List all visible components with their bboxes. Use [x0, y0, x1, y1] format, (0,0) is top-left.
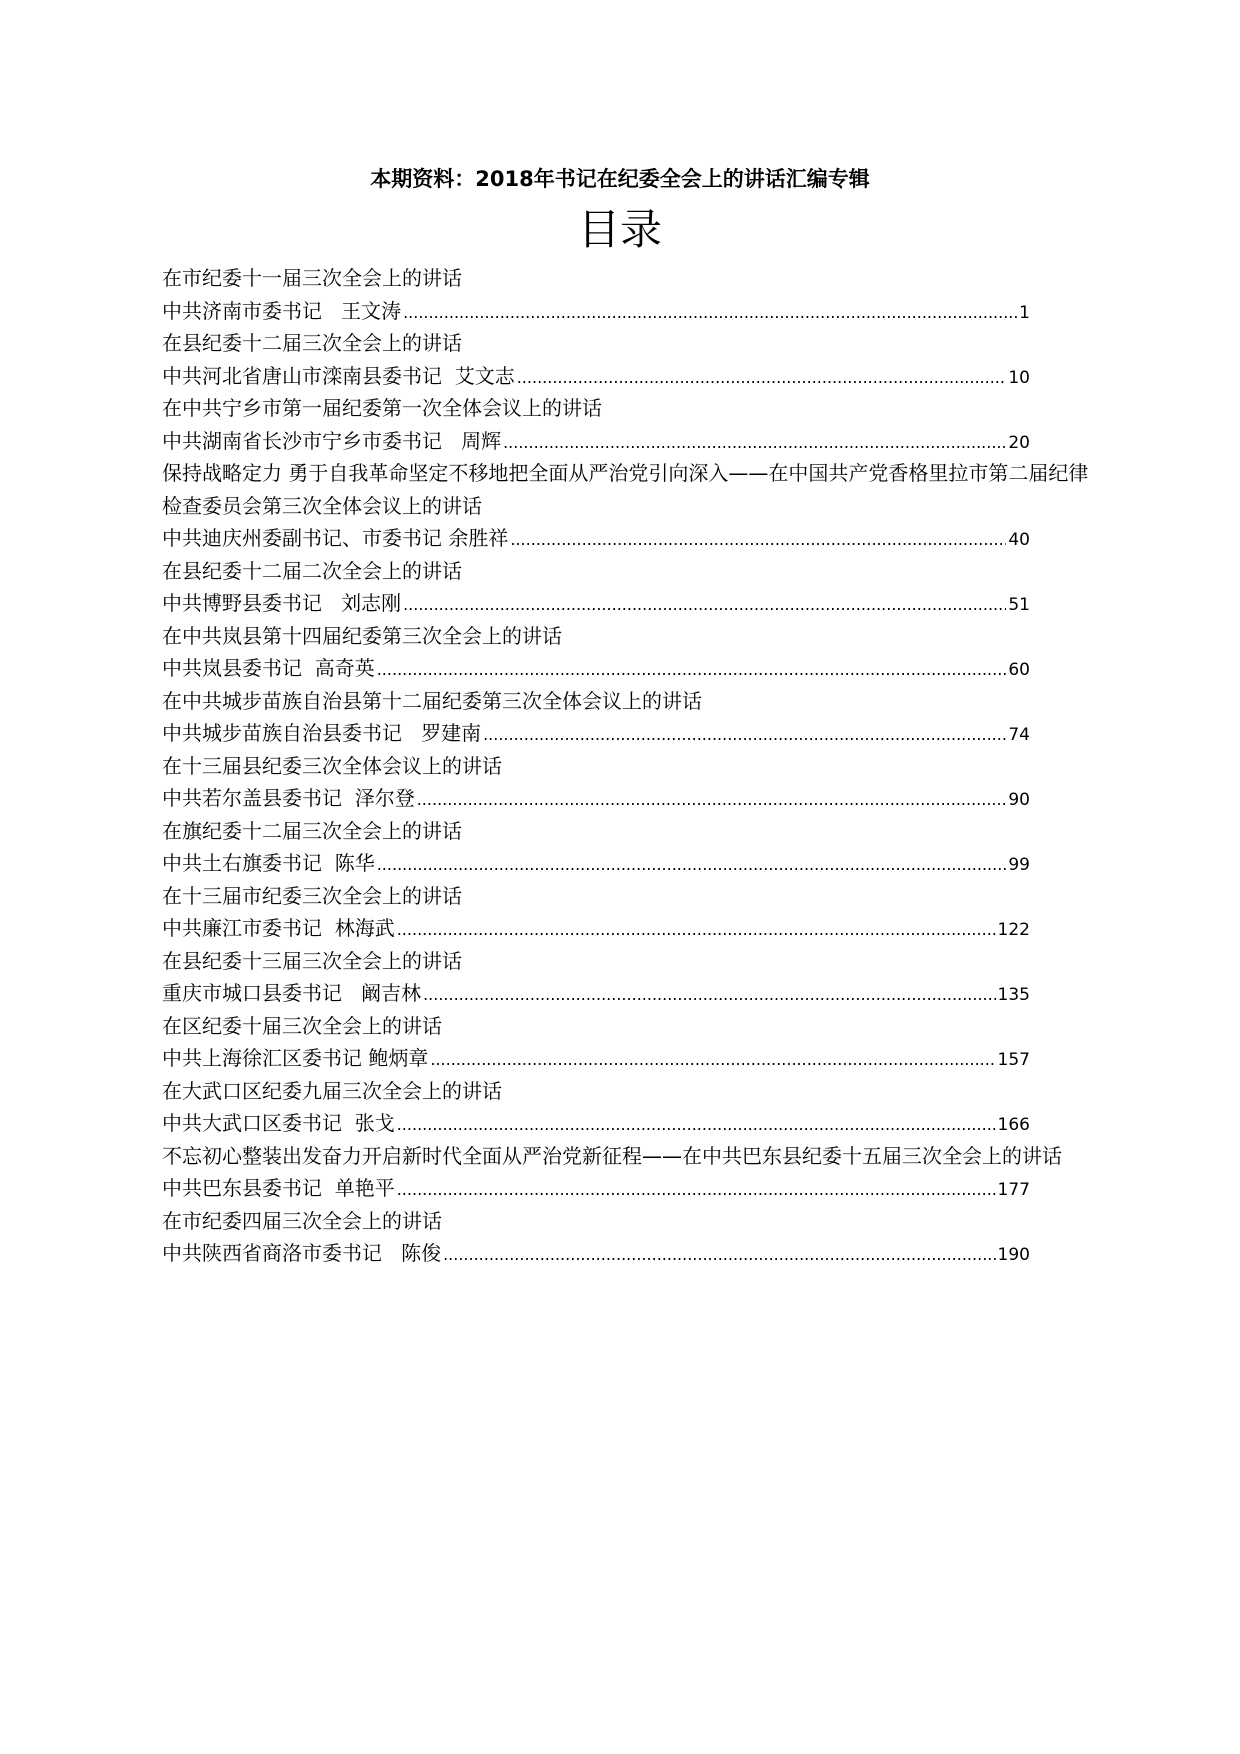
toc-entry-line[interactable] — [162, 1042, 1030, 1075]
toc-entry — [162, 815, 1102, 880]
toc-entry-title: 在中共岚县第十四届纪委第三次全会上的讲话 — [162, 623, 562, 648]
toc-entry — [162, 392, 1102, 457]
toc-dot-leader — [417, 784, 1007, 817]
toc-entry-title: 在中共城步苗族自治县第十二届纪委第三次全体会议上的讲话 — [162, 688, 702, 713]
toc-entry — [162, 1075, 1102, 1140]
toc-heading: 目录 — [577, 205, 662, 254]
toc-entry — [162, 457, 1102, 555]
toc-entry-page: 60 — [1008, 660, 1030, 680]
toc-entry-page: 20 — [1008, 432, 1030, 453]
toc-entry-author: 中共迪庆州委副书记、市委书记 余胜祥 — [162, 526, 509, 550]
toc-entry-title: 在市纪委十一届三次全会上的讲话 — [162, 266, 462, 290]
toc-entry-page: 51 — [1008, 595, 1030, 615]
toc-entry-page: 135 — [997, 985, 1030, 1005]
toc-dot-leader — [430, 1044, 995, 1077]
table-of-contents — [162, 262, 1102, 1270]
toc-entry-author: 中共湖南省长沙市宁乡市委书记 周辉 — [162, 428, 502, 453]
toc-dot-leader — [397, 1109, 996, 1142]
toc-entry — [162, 685, 1102, 750]
toc-entry-line[interactable] — [162, 360, 1030, 393]
toc-entry-line[interactable] — [162, 295, 1030, 328]
toc-entry-author: 中共若尔盖县委书记 泽尔登 — [162, 786, 415, 810]
toc-entry — [162, 262, 1102, 327]
toc-entry-author: 中共上海徐汇区委书记 鲍炳章 — [162, 1046, 429, 1070]
toc-entry-subtitle: ——在中共巴东县纪委十五届三次全会上的讲话 — [642, 1143, 1062, 1168]
toc-entry-line[interactable] — [162, 912, 1030, 945]
toc-entry-page: 10 — [1008, 367, 1030, 388]
toc-entry-title: 在县纪委十三届三次全会上的讲话 — [162, 948, 462, 973]
toc-entry-page: 40 — [1008, 530, 1030, 550]
toc-entry — [162, 327, 1102, 392]
toc-entry-line[interactable] — [162, 717, 1030, 750]
toc-entry — [162, 620, 1102, 685]
toc-dot-leader — [397, 914, 996, 947]
toc-dot-leader — [483, 719, 1006, 752]
toc-entry-page: 122 — [997, 920, 1030, 940]
toc-dot-leader — [510, 524, 1006, 557]
toc-entry-page: 157 — [997, 1050, 1030, 1070]
toc-entry-line[interactable] — [162, 977, 1030, 1010]
toc-entry-author: 中共陕西省商洛市委书记 陈俊 — [162, 1241, 442, 1265]
toc-entry-author: 中共博野县委书记 刘志刚 — [162, 591, 402, 615]
toc-entry-title: 在中共宁乡市第一届纪委第一次全体会议上的讲话 — [162, 396, 602, 420]
toc-entry-line[interactable] — [162, 425, 1030, 458]
toc-entry-line[interactable] — [162, 522, 1030, 555]
toc-entry-title: 在县纪委十二届三次全会上的讲话 — [162, 331, 462, 355]
toc-entry-title: 在旗纪委十二届三次全会上的讲话 — [162, 818, 462, 843]
toc-entry-author: 中共巴东县委书记 单艳平 — [162, 1176, 395, 1200]
toc-entry-author: 中共大武口区委书记 张戈 — [162, 1111, 395, 1135]
toc-entry-page: 177 — [997, 1180, 1030, 1200]
toc-entry-subtitle: ——在中国共产党香格里拉市第二届纪律检查委员会第三次全体会议上的讲话 — [162, 461, 1089, 518]
toc-entry-page: 1 — [1019, 302, 1030, 323]
toc-dot-leader — [503, 427, 1006, 460]
toc-entry-line[interactable] — [162, 1107, 1030, 1140]
toc-entry-line[interactable] — [162, 1237, 1030, 1270]
toc-dot-leader — [403, 589, 1006, 622]
toc-entry-title: 在区纪委十届三次全会上的讲话 — [162, 1013, 442, 1038]
toc-entry — [162, 555, 1102, 620]
toc-entry — [162, 750, 1102, 815]
toc-dot-leader — [517, 362, 1007, 395]
toc-entry-title — [162, 457, 1102, 522]
toc-entry-page: 99 — [1008, 855, 1030, 875]
toc-entry-page: 190 — [997, 1245, 1030, 1265]
toc-dot-leader — [403, 297, 1017, 330]
toc-entry-line[interactable] — [162, 782, 1030, 815]
toc-entry-line[interactable] — [162, 587, 1030, 620]
toc-entry-title: 在十三届市纪委三次全会上的讲话 — [162, 883, 462, 908]
toc-entry-line[interactable] — [162, 652, 1030, 685]
toc-entry-line[interactable] — [162, 847, 1030, 880]
toc-entry-author: 中共济南市委书记 王文涛 — [162, 298, 402, 323]
toc-entry — [162, 880, 1102, 945]
toc-dot-leader — [377, 654, 1007, 687]
toc-entry-author: 重庆市城口县委书记 阚吉林 — [162, 981, 422, 1005]
toc-dot-leader — [377, 849, 1007, 882]
toc-entry-title: 在市纪委四届三次全会上的讲话 — [162, 1208, 442, 1233]
toc-entry-author: 中共岚县委书记 高奇英 — [162, 656, 375, 680]
toc-entry-page: 90 — [1008, 790, 1030, 810]
toc-entry — [162, 1205, 1102, 1270]
toc-entry-page: 74 — [1008, 725, 1030, 745]
toc-entry-title-main: 不忘初心整装出发奋力开启新时代全面从严治党新征程 — [162, 1143, 642, 1168]
toc-entry-title: 在大武口区纪委九届三次全会上的讲话 — [162, 1078, 502, 1103]
document-title: 本期资料：2018年书记在纪委全会上的讲话汇编专辑 — [370, 167, 870, 191]
toc-dot-leader — [397, 1174, 996, 1207]
toc-dot-leader — [423, 979, 995, 1012]
toc-entry-title-main: 保持战略定力 勇于自我革命坚定不移地把全面从严治党引向深入 — [162, 461, 729, 485]
toc-entry-author: 中共河北省唐山市滦南县委书记 艾文志 — [162, 363, 515, 388]
toc-entry-author: 中共廉江市委书记 林海武 — [162, 916, 395, 940]
toc-entry-page: 166 — [997, 1115, 1030, 1135]
toc-entry-line[interactable] — [162, 1172, 1030, 1205]
toc-dot-leader — [443, 1239, 995, 1272]
toc-entry — [162, 1010, 1102, 1075]
toc-entry-title — [162, 1140, 1102, 1173]
toc-entry-title: 在县纪委十二届二次全会上的讲话 — [162, 558, 462, 583]
toc-entry-title: 在十三届县纪委三次全体会议上的讲话 — [162, 753, 502, 778]
toc-entry — [162, 945, 1102, 1010]
toc-entry-author: 中共土右旗委书记 陈华 — [162, 851, 375, 875]
toc-entry — [162, 1140, 1102, 1205]
toc-entry-author: 中共城步苗族自治县委书记 罗建南 — [162, 721, 482, 745]
